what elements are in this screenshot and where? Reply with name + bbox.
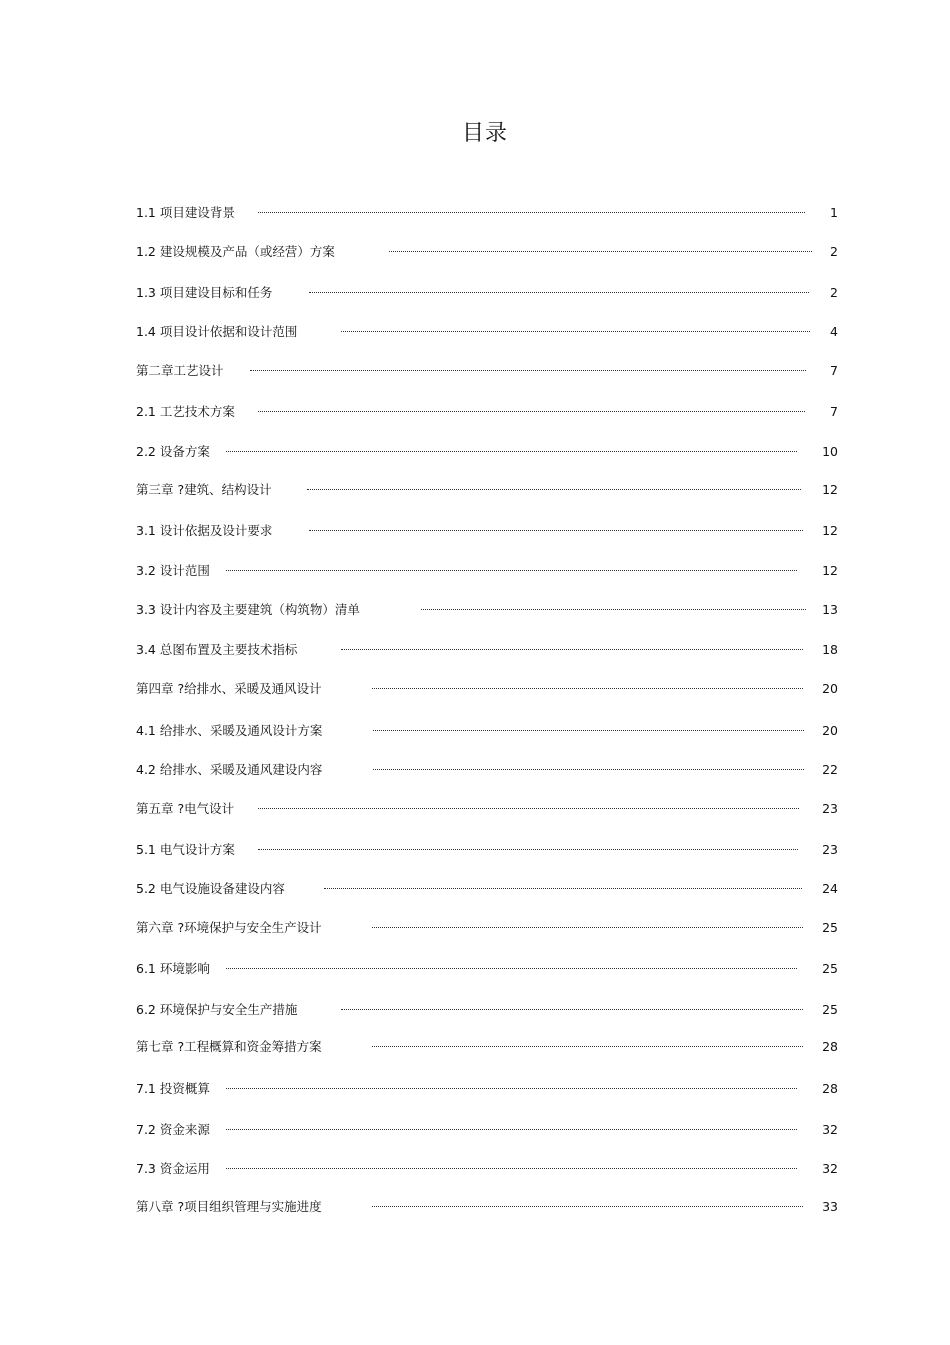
toc-entry[interactable] xyxy=(0,1159,950,1179)
toc-entry-page-number: 12 xyxy=(822,563,838,578)
toc-entry[interactable] xyxy=(0,561,950,581)
toc-entry[interactable] xyxy=(0,679,950,699)
toc-entry-page-number: 20 xyxy=(822,681,838,696)
toc-entry[interactable] xyxy=(0,521,950,541)
toc-entry-page-number: 2 xyxy=(830,244,838,259)
toc-entry[interactable] xyxy=(0,1120,950,1140)
toc-dot-leader xyxy=(372,1046,803,1047)
toc-entry-page-number: 4 xyxy=(830,324,838,339)
toc-dot-leader xyxy=(226,1129,797,1130)
toc-dot-leader xyxy=(258,849,798,850)
toc-entry[interactable] xyxy=(0,879,950,899)
toc-entry[interactable] xyxy=(0,918,950,938)
toc-entry-label: 3.3 设计内容及主要建筑（构筑物）清单 xyxy=(136,602,360,617)
toc-dot-leader xyxy=(250,370,806,371)
toc-entry[interactable] xyxy=(0,361,950,381)
toc-entry-page-number: 33 xyxy=(822,1199,838,1214)
toc-dot-leader xyxy=(372,1206,803,1207)
toc-entry-page-number: 20 xyxy=(822,723,838,738)
toc-dot-leader xyxy=(309,530,803,531)
toc-entry-label: 1.4 项目设计依据和设计范围 xyxy=(136,324,298,339)
toc-entry[interactable] xyxy=(0,283,950,303)
toc-entry-page-number: 28 xyxy=(822,1081,838,1096)
toc-dot-leader xyxy=(324,888,802,889)
toc-entry[interactable] xyxy=(0,959,950,979)
toc-entry-label: 3.1 设计依据及设计要求 xyxy=(136,523,273,538)
toc-entry-page-number: 10 xyxy=(822,444,838,459)
toc-entry[interactable] xyxy=(0,402,950,422)
toc-entry-label: 第六章 ?环境保护与安全生产设计 xyxy=(136,920,322,935)
toc-entry-page-number: 23 xyxy=(822,842,838,857)
toc-entry[interactable] xyxy=(0,799,950,819)
toc-entry-label: 5.2 电气设施设备建设内容 xyxy=(136,881,285,896)
toc-entry-page-number: 7 xyxy=(830,363,838,378)
toc-entry-label: 5.1 电气设计方案 xyxy=(136,842,235,857)
toc-entry-label: 1.2 建设规模及产品（或经营）方案 xyxy=(136,244,335,259)
toc-entry-page-number: 23 xyxy=(822,801,838,816)
toc-entry-page-number: 28 xyxy=(822,1039,838,1054)
toc-dot-leader xyxy=(307,489,801,490)
toc-entry-page-number: 13 xyxy=(822,602,838,617)
toc-entry-label: 6.2 环境保护与安全生产措施 xyxy=(136,1002,298,1017)
toc-dot-leader xyxy=(341,331,810,332)
toc-entry[interactable] xyxy=(0,640,950,660)
toc-entry-label: 3.4 总图布置及主要技术指标 xyxy=(136,642,298,657)
toc-dot-leader xyxy=(372,688,803,689)
toc-dot-leader xyxy=(226,1168,797,1169)
toc-entry-page-number: 18 xyxy=(822,642,838,657)
toc-entry-page-number: 2 xyxy=(830,285,838,300)
toc-entry-label: 3.2 设计范围 xyxy=(136,563,210,578)
toc-entry-page-number: 32 xyxy=(822,1122,838,1137)
toc-entry-label: 7.3 资金运用 xyxy=(136,1161,210,1176)
toc-dot-leader xyxy=(421,609,806,610)
toc-entry-label: 第五章 ?电气设计 xyxy=(136,801,235,816)
toc-dot-leader xyxy=(258,411,805,412)
toc-entry-page-number: 32 xyxy=(822,1161,838,1176)
toc-dot-leader xyxy=(373,730,804,731)
toc-entry-page-number: 1 xyxy=(830,205,838,220)
toc-entry[interactable] xyxy=(0,840,950,860)
toc-entry[interactable] xyxy=(0,242,950,262)
toc-dot-leader xyxy=(258,808,799,809)
toc-dot-leader xyxy=(389,251,812,252)
toc-entry-page-number: 12 xyxy=(822,482,838,497)
toc-entry-label: 2.1 工艺技术方案 xyxy=(136,404,235,419)
toc-entry-label: 第二章工艺设计 xyxy=(136,363,224,378)
toc-entry[interactable] xyxy=(0,203,950,223)
toc-entry-page-number: 22 xyxy=(822,762,838,777)
toc-entry[interactable] xyxy=(0,1037,950,1057)
toc-entry[interactable] xyxy=(0,1197,950,1217)
toc-entry-label: 4.2 给排水、采暖及通风建设内容 xyxy=(136,762,323,777)
toc-entry-label: 2.2 设备方案 xyxy=(136,444,210,459)
toc-dot-leader xyxy=(226,451,797,452)
toc-dot-leader xyxy=(226,968,797,969)
page-title: 目录 xyxy=(461,121,508,146)
toc-entry-label: 1.1 项目建设背景 xyxy=(136,205,235,220)
toc-entry-label: 第四章 ?给排水、采暖及通风设计 xyxy=(136,681,322,696)
toc-entry-label: 4.1 给排水、采暖及通风设计方案 xyxy=(136,723,323,738)
toc-entry-label: 第八章 ?项目组织管理与实施进度 xyxy=(136,1199,322,1214)
toc-entry-label: 第三章 ?建筑、结构设计 xyxy=(136,482,272,497)
toc-entry[interactable] xyxy=(0,322,950,342)
toc-dot-leader xyxy=(373,769,804,770)
toc-entry[interactable] xyxy=(0,480,950,500)
toc-entry-label: 7.2 资金来源 xyxy=(136,1122,210,1137)
toc-entry[interactable] xyxy=(0,1000,950,1020)
toc-entry-page-number: 7 xyxy=(830,404,838,419)
toc-entry[interactable] xyxy=(0,600,950,620)
toc-entry-label: 1.3 项目建设目标和任务 xyxy=(136,285,273,300)
toc-dot-leader xyxy=(309,292,809,293)
toc-dot-leader xyxy=(341,649,803,650)
toc-dot-leader xyxy=(341,1009,803,1010)
toc-entry-page-number: 24 xyxy=(822,881,838,896)
toc-entry[interactable] xyxy=(0,442,950,462)
toc-dot-leader xyxy=(258,212,805,213)
toc-entry-page-number: 25 xyxy=(822,920,838,935)
toc-entry-page-number: 25 xyxy=(822,961,838,976)
toc-dot-leader xyxy=(372,927,803,928)
toc-entry-page-number: 12 xyxy=(822,523,838,538)
toc-entry[interactable] xyxy=(0,1079,950,1099)
toc-entry-label: 第七章 ?工程概算和资金筹措方案 xyxy=(136,1039,322,1054)
toc-entry-label: 6.1 环境影响 xyxy=(136,961,210,976)
toc-entry-label: 7.1 投资概算 xyxy=(136,1081,210,1096)
toc-entry-page-number: 25 xyxy=(822,1002,838,1017)
toc-dot-leader xyxy=(226,570,797,571)
toc-entry[interactable] xyxy=(0,721,950,741)
toc-dot-leader xyxy=(226,1088,797,1089)
toc-entry[interactable] xyxy=(0,760,950,780)
